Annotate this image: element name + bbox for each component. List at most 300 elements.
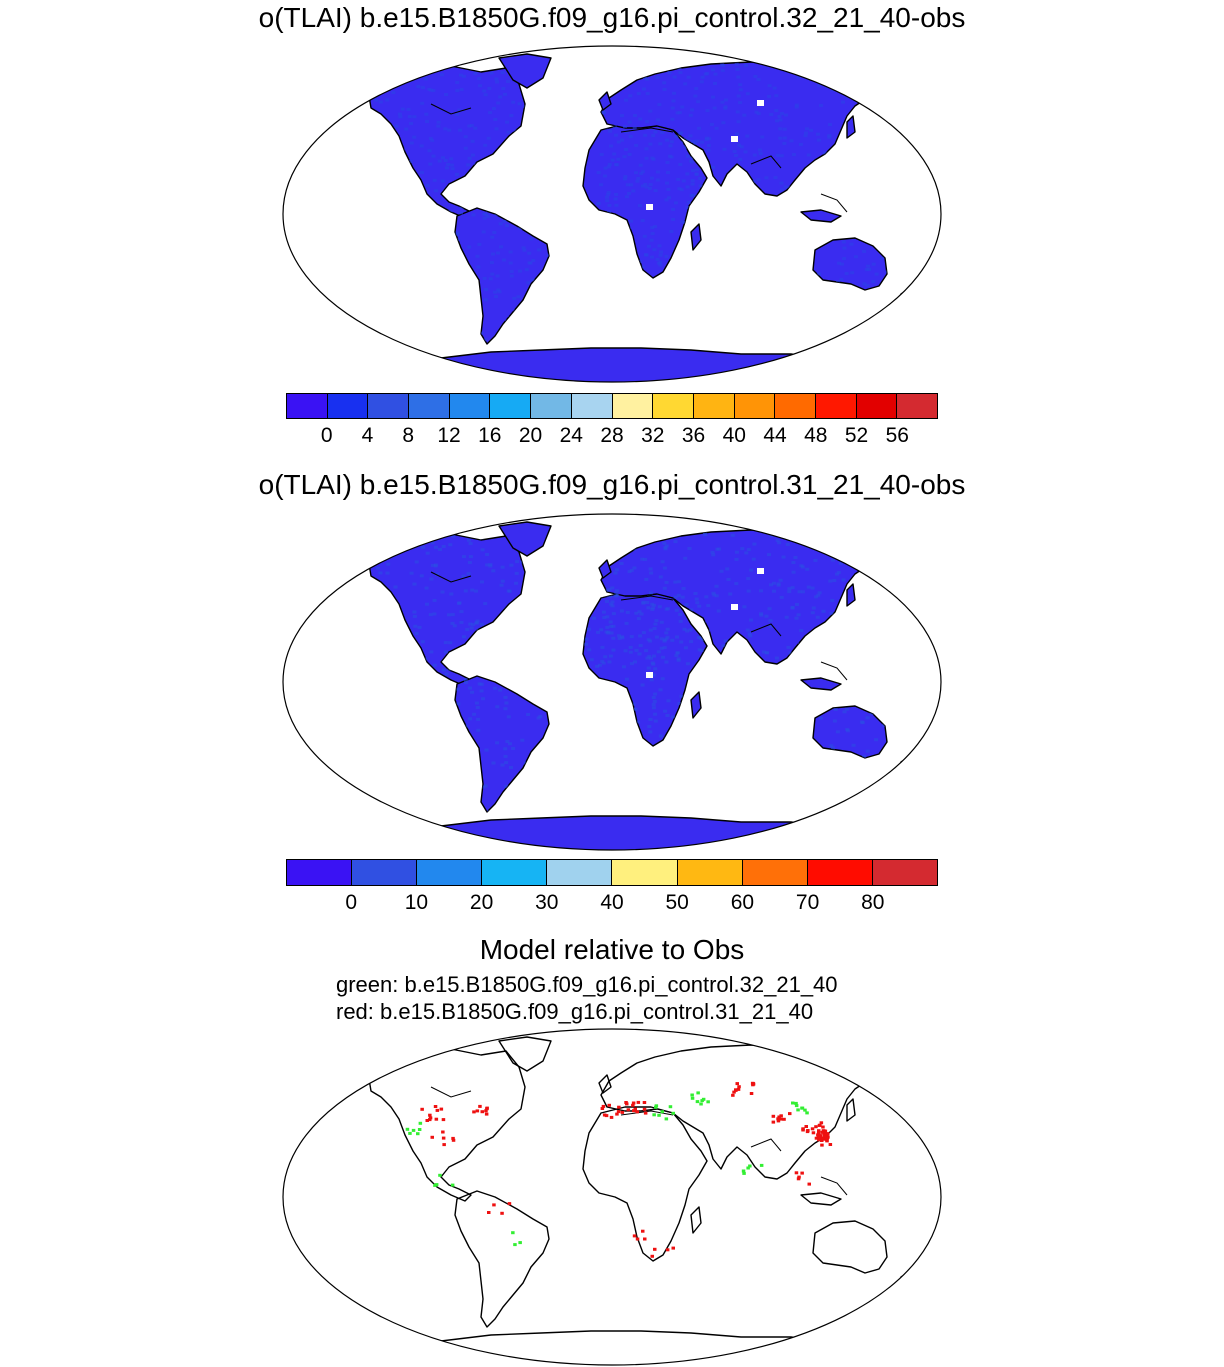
- red-point: [806, 1130, 810, 1133]
- land-cell: [451, 622, 455, 625]
- continent-uk: [599, 1075, 611, 1093]
- land-cell: [592, 241, 596, 244]
- land-cell: [834, 708, 838, 711]
- land-cell: [413, 217, 417, 220]
- land-cell: [832, 579, 836, 582]
- land-cell: [420, 171, 424, 174]
- land-cell: [678, 71, 682, 74]
- red-point: [431, 1136, 435, 1139]
- land-cell: [857, 650, 861, 653]
- land-cell: [473, 72, 477, 75]
- land-cell: [412, 136, 416, 139]
- land-cell: [483, 602, 487, 605]
- land-cell: [510, 161, 514, 164]
- land-cell: [833, 181, 837, 184]
- land-cell: [667, 699, 671, 702]
- land-cell: [386, 572, 390, 575]
- land-cell: [634, 171, 638, 174]
- land-cell: [675, 609, 679, 612]
- land-cell: [679, 641, 683, 644]
- colorbar-tick-label: 70: [795, 891, 820, 914]
- land-cell: [521, 780, 525, 783]
- land-cell: [500, 680, 504, 683]
- land-cell: [482, 230, 486, 233]
- land-cell: [850, 243, 854, 246]
- land-cell: [724, 99, 728, 102]
- land-cell: [739, 88, 743, 91]
- land-cell: [678, 613, 682, 616]
- land-cell: [671, 218, 675, 221]
- colorbar-cell: [450, 394, 491, 418]
- land-cell: [455, 89, 459, 92]
- land-cell: [393, 165, 397, 168]
- land-cell: [740, 547, 744, 550]
- land-cell: [652, 706, 656, 709]
- land-cell: [498, 95, 502, 98]
- land-cell: [683, 710, 687, 713]
- land-cell: [588, 229, 592, 232]
- land-cell: [445, 673, 449, 676]
- land-cell: [746, 577, 750, 580]
- land-cell: [466, 163, 470, 166]
- land-cell: [710, 123, 714, 126]
- land-cell: [496, 275, 500, 278]
- land-cell: [374, 658, 378, 661]
- land-cell: [677, 580, 681, 583]
- land-cell: [538, 715, 542, 718]
- land-cell: [772, 590, 776, 593]
- land-cell: [705, 737, 709, 740]
- land-cell: [886, 250, 890, 253]
- land-cell: [715, 127, 719, 130]
- land-cell: [845, 272, 849, 275]
- continent-indonesia: [801, 210, 841, 222]
- land-cell: [795, 603, 799, 606]
- land-cell: [690, 161, 694, 164]
- land-cell: [721, 64, 725, 67]
- land-cell: [492, 762, 496, 765]
- land-cell: [670, 639, 674, 642]
- land-cell: [805, 181, 809, 184]
- land-cell: [615, 568, 619, 571]
- land-cell: [731, 534, 735, 537]
- land-cell: [654, 720, 658, 723]
- land-cell: [539, 779, 543, 782]
- colorbar-cell: [287, 860, 352, 885]
- land-cell: [697, 679, 701, 682]
- red-point: [643, 1101, 647, 1104]
- land-cell: [747, 548, 751, 551]
- red-point: [817, 1129, 821, 1132]
- land-cell: [658, 142, 662, 145]
- land-cell: [481, 161, 485, 164]
- land-cell: [505, 224, 509, 227]
- land-cell: [796, 187, 800, 190]
- colorbar-cell: [352, 860, 417, 885]
- land-cell: [619, 729, 623, 732]
- land-cell: [459, 287, 463, 290]
- land-cell: [752, 558, 756, 561]
- land-cell: [620, 114, 624, 117]
- land-cell: [620, 610, 624, 613]
- land-cell: [605, 600, 609, 603]
- land-cell: [483, 277, 487, 280]
- land-cell: [649, 629, 653, 632]
- colorbar-tick-label: 50: [665, 891, 689, 914]
- land-cell: [626, 611, 630, 614]
- land-cell: [390, 680, 394, 683]
- land-cell: [665, 139, 669, 142]
- colorbar-tick-label: 52: [844, 424, 869, 447]
- land-cell: [723, 148, 727, 151]
- land-cell: [665, 273, 669, 276]
- red-point: [800, 1172, 804, 1175]
- land-cell: [524, 147, 528, 150]
- land-cell: [670, 118, 674, 121]
- land-cell: [780, 189, 784, 192]
- land-cell: [506, 80, 510, 83]
- land-cell: [607, 660, 611, 663]
- land-cell: [676, 178, 680, 181]
- land-cell: [468, 717, 472, 720]
- land-cell: [512, 324, 516, 327]
- land-cell: [383, 646, 387, 649]
- land-cell: [532, 314, 536, 317]
- land-cell: [637, 92, 641, 95]
- land-cell: [734, 582, 738, 585]
- panel1-map: [281, 44, 943, 384]
- land-cell: [792, 571, 796, 574]
- land-cell: [648, 640, 652, 643]
- missing-cell: [731, 604, 738, 610]
- land-cell: [490, 261, 494, 264]
- land-cell: [587, 628, 591, 631]
- land-cell: [378, 67, 382, 70]
- land-cell: [455, 113, 459, 116]
- land-cell: [609, 260, 613, 263]
- land-cell: [388, 208, 392, 211]
- land-cell: [610, 586, 614, 589]
- land-cell: [495, 127, 499, 130]
- land-cell: [586, 144, 590, 147]
- land-cell: [683, 628, 687, 631]
- land-cell: [530, 759, 534, 762]
- land-cell: [614, 134, 618, 137]
- red-point: [805, 1125, 809, 1128]
- land-cell: [697, 674, 701, 677]
- land-cell: [659, 254, 663, 257]
- land-cell: [663, 88, 667, 91]
- land-cell: [709, 179, 713, 182]
- land-cell: [641, 602, 645, 605]
- land-cell: [862, 250, 866, 253]
- red-point: [818, 1124, 822, 1127]
- land-cell: [852, 744, 856, 747]
- land-cell: [394, 646, 398, 649]
- land-cell: [512, 809, 516, 812]
- land-cell: [455, 173, 459, 176]
- colorbar-tick-label: 16: [478, 424, 502, 447]
- land-cell: [475, 647, 479, 650]
- land-cell: [651, 134, 655, 137]
- land-cell: [707, 144, 711, 147]
- land-cell: [510, 652, 514, 655]
- green-point: [665, 1117, 669, 1120]
- land-cell: [432, 155, 436, 158]
- land-cell: [663, 587, 667, 590]
- land-cell: [429, 137, 433, 140]
- land-cell: [841, 101, 845, 104]
- land-cell: [614, 198, 618, 201]
- land-cell: [833, 720, 837, 723]
- land-cell: [502, 259, 506, 262]
- coastline-detail: [821, 194, 847, 212]
- land-cell: [649, 572, 653, 575]
- land-cell: [587, 648, 591, 651]
- red-point: [812, 1131, 816, 1134]
- colorbar-tick-label: 32: [641, 424, 665, 447]
- land-cell: [648, 730, 652, 733]
- land-cell: [816, 753, 820, 756]
- land-cell: [474, 299, 478, 302]
- land-cell: [494, 78, 498, 81]
- land-cell: [599, 628, 603, 631]
- land-cell: [536, 693, 540, 696]
- land-cell: [611, 637, 615, 640]
- land-cell: [715, 585, 719, 588]
- land-cell: [734, 154, 738, 157]
- land-cell: [827, 77, 831, 80]
- continent-southAmerica: [455, 676, 549, 812]
- land-cell: [666, 533, 670, 536]
- red-point: [829, 1143, 833, 1146]
- colorbar-tick-label: 30: [535, 891, 559, 914]
- land-cell: [533, 682, 537, 685]
- land-cell: [665, 581, 669, 584]
- land-cell: [700, 662, 704, 665]
- land-cell: [706, 109, 710, 112]
- land-cell: [834, 628, 838, 631]
- land-cell: [717, 610, 721, 613]
- land-cell: [648, 143, 652, 146]
- land-cell: [673, 581, 677, 584]
- land-cell: [832, 177, 836, 180]
- land-cell: [520, 739, 524, 742]
- land-cell: [811, 68, 815, 71]
- continent-japan: [847, 116, 855, 138]
- land-cell: [584, 638, 588, 641]
- land-cell: [617, 83, 621, 86]
- green-point: [706, 1100, 710, 1103]
- land-cell: [845, 728, 849, 731]
- land-cell: [742, 114, 746, 117]
- green-point: [742, 1172, 746, 1175]
- land-cell: [737, 95, 741, 98]
- land-cell: [501, 71, 505, 74]
- land-cell: [518, 625, 522, 628]
- land-cell: [467, 246, 471, 249]
- green-point: [412, 1129, 416, 1132]
- land-cell: [886, 730, 890, 733]
- land-cell: [434, 189, 438, 192]
- land-cell: [584, 607, 588, 610]
- land-cell: [398, 115, 402, 118]
- coastline-detail: [821, 1177, 847, 1195]
- land-cell: [861, 69, 865, 72]
- land-cell: [884, 245, 888, 248]
- land-cell: [742, 605, 746, 608]
- land-cell: [688, 212, 692, 215]
- panel2-colorbar: [286, 859, 938, 886]
- land-cell: [413, 583, 417, 586]
- red-point: [610, 1116, 614, 1119]
- land-cell: [468, 561, 472, 564]
- land-cell: [646, 606, 650, 609]
- land-cell: [630, 662, 634, 665]
- land-cell: [705, 171, 709, 174]
- land-cell: [484, 288, 488, 291]
- land-cell: [671, 731, 675, 734]
- land-cell: [744, 150, 748, 153]
- land-cell: [674, 256, 678, 259]
- land-cell: [518, 663, 522, 666]
- land-cell: [406, 680, 410, 683]
- land-cell: [669, 144, 673, 147]
- land-cell: [496, 645, 500, 648]
- land-cell: [678, 163, 682, 166]
- land-cell: [421, 546, 425, 549]
- land-cell: [501, 580, 505, 583]
- land-cell: [663, 567, 667, 570]
- colorbar-tick-label: 40: [600, 891, 624, 914]
- colorbar-cell: [547, 860, 612, 885]
- land-cell: [545, 328, 549, 331]
- green-point: [451, 1184, 455, 1187]
- land-cell: [691, 179, 695, 182]
- colorbar-tick-label: 0: [320, 424, 333, 447]
- land-cell: [759, 589, 763, 592]
- land-cell: [799, 143, 803, 146]
- land-cell: [819, 717, 823, 720]
- land-cell: [529, 262, 533, 265]
- land-cell: [784, 114, 788, 117]
- land-cell: [869, 660, 873, 663]
- land-cell: [812, 638, 816, 641]
- colorbar-cell: [417, 860, 482, 885]
- land-cell: [523, 209, 527, 212]
- red-point: [476, 1109, 480, 1112]
- land-cell: [501, 199, 505, 202]
- land-cell: [840, 638, 844, 641]
- land-cell: [476, 808, 480, 811]
- colorbar-cell: [482, 860, 547, 885]
- red-point: [797, 1177, 801, 1180]
- land-cell: [628, 153, 632, 156]
- land-cell: [836, 638, 840, 641]
- land-cell: [836, 85, 840, 88]
- land-cell: [442, 545, 446, 548]
- red-point: [633, 1234, 637, 1237]
- land-cell: [475, 702, 479, 705]
- land-cell: [642, 631, 646, 634]
- land-cell: [618, 719, 622, 722]
- colorbar-tick-label: 8: [402, 424, 415, 447]
- land-cell: [787, 646, 791, 649]
- land-cell: [633, 258, 637, 261]
- land-cell: [386, 170, 390, 173]
- land-cell: [665, 198, 669, 201]
- green-point: [748, 1165, 752, 1168]
- green-point: [791, 1102, 795, 1105]
- missing-cell: [757, 100, 764, 106]
- land-cell: [656, 258, 660, 261]
- land-cell: [842, 578, 846, 581]
- red-point: [643, 1238, 647, 1241]
- land-cell: [509, 564, 513, 567]
- land-cell: [750, 185, 754, 188]
- land-cell: [428, 163, 432, 166]
- continent-indonesia: [801, 1193, 841, 1205]
- land-cell: [468, 157, 472, 160]
- land-cell: [432, 612, 436, 615]
- land-cell: [374, 684, 378, 687]
- land-cell: [861, 72, 865, 75]
- land-cell: [704, 203, 708, 206]
- continent-madagascar: [691, 224, 701, 250]
- land-cell: [644, 147, 648, 150]
- colorbar-tick-label: 60: [730, 891, 755, 914]
- land-cell: [629, 651, 633, 654]
- land-cell: [441, 180, 445, 183]
- land-cell: [605, 199, 609, 202]
- land-cell: [471, 154, 475, 157]
- land-cell: [664, 631, 668, 634]
- red-point: [788, 1112, 792, 1115]
- red-point: [601, 1107, 605, 1110]
- land-cell: [468, 777, 472, 780]
- land-cell: [477, 243, 481, 246]
- land-cell: [498, 689, 502, 692]
- land-cell: [647, 655, 651, 658]
- land-cell: [667, 277, 671, 280]
- land-cell: [538, 292, 542, 295]
- land-cell: [782, 556, 786, 559]
- land-cell: [467, 572, 471, 575]
- land-cell: [658, 605, 662, 608]
- land-cell: [372, 70, 376, 73]
- land-cell: [759, 152, 763, 155]
- land-cell: [404, 128, 408, 131]
- land-cell: [681, 715, 685, 718]
- land-cell: [760, 136, 764, 139]
- land-cell: [633, 126, 637, 129]
- land-cell: [786, 543, 790, 546]
- land-cell: [604, 238, 608, 241]
- land-cell: [673, 76, 677, 79]
- land-cell: [464, 135, 468, 138]
- land-cell: [639, 164, 643, 167]
- red-point: [508, 1202, 512, 1205]
- land-cell: [746, 629, 750, 632]
- land-cell: [613, 724, 617, 727]
- land-cell: [862, 618, 866, 621]
- colorbar-tick-label: 12: [437, 424, 461, 447]
- land-cell: [644, 578, 648, 581]
- land-cell: [691, 169, 695, 172]
- land-cell: [372, 89, 376, 92]
- land-cell: [717, 548, 721, 551]
- land-cell: [780, 112, 784, 115]
